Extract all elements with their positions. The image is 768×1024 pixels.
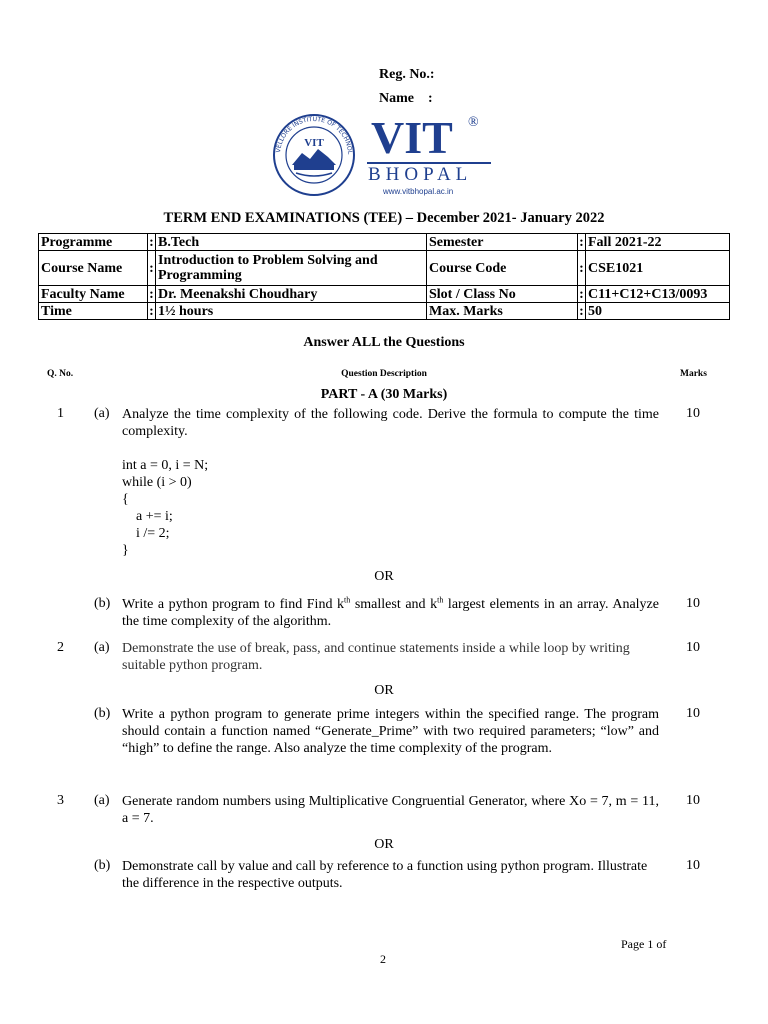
q3b-marks: 10 [686, 858, 700, 873]
page-number: Page 1 of [621, 937, 667, 951]
q2-number: 2 [57, 640, 64, 655]
colon: : [148, 251, 156, 286]
semester-value: Fall 2021-22 [586, 234, 730, 251]
page-total: 2 [380, 952, 386, 966]
q1a-label: (a) [94, 406, 110, 421]
code-line: while (i > 0) [122, 475, 192, 490]
table-row [39, 234, 730, 251]
q1a-marks: 10 [686, 406, 700, 421]
colon: : [578, 251, 586, 286]
q3b-text: Demonstrate call by value and call by reference to a function using python program. Illustrate the difference in the respective outputs. [122, 859, 648, 891]
instruction: Answer ALL the Questions [303, 335, 465, 350]
q3b-label: (b) [94, 858, 111, 873]
q2a-text: Demonstrate the use of break, pass, and continue statements inside a while loop by writing suitable python program. [122, 641, 630, 673]
svg-text:VIT: VIT [304, 137, 324, 149]
faculty-name-value: Dr. Meenakshi Choudhary [156, 286, 427, 303]
q3a-label: (a) [94, 793, 110, 808]
bhopal-text: BHOPAL [368, 164, 473, 185]
column-qno: Q. No. [47, 369, 74, 379]
column-description: Question Description [341, 369, 427, 379]
q3-number: 3 [57, 793, 64, 808]
name-label: Name : [379, 91, 433, 106]
code-line: int a = 0, i = N; [122, 458, 209, 473]
programme-label: Programme [39, 234, 148, 251]
svg-text:VELLORE INSTITUTE OF TECHNOLOG: VELLORE INSTITUTE OF TECHNOL [275, 115, 354, 155]
slot-value: C11+C12+C13/0093 [586, 286, 730, 303]
time-label: Time [39, 303, 148, 320]
code-line: i /= 2; [122, 526, 170, 541]
q3a-marks: 10 [686, 793, 700, 808]
q1a-text: Analyze the time complexity of the following code. Derive the formula to compute the time complexity. [122, 407, 659, 439]
course-code-value: CSE1021 [586, 251, 730, 286]
colon: : [579, 286, 584, 302]
q1b-label: (b) [94, 596, 111, 611]
registered-mark: ® [468, 115, 479, 130]
or-separator: OR [374, 683, 394, 698]
code-line: a += i; [122, 509, 173, 524]
q2b-text: Write a python program to generate prime integers within the specified range. The program should contain a function named “Generate_Prime” with two required parameters; “low” and “high” to define the range. Also analyze the time complexity of the program. [122, 707, 659, 756]
code-line: } [122, 543, 129, 558]
table-row [39, 251, 730, 286]
colon: : [149, 234, 154, 250]
logo-url: www.vitbhopal.ac.in [383, 187, 454, 196]
code-line: { [122, 492, 129, 507]
max-marks-value: 50 [586, 303, 730, 320]
colon: : [579, 234, 584, 250]
slot-label: Slot / Class No [427, 286, 578, 303]
q2a-label: (a) [94, 640, 110, 655]
colon: : [149, 286, 154, 302]
colon: : [149, 303, 154, 319]
faculty-name-label: Faculty Name [39, 286, 148, 303]
programme-value: B.Tech [156, 234, 427, 251]
course-name-value: Introduction to Problem Solving and Programming [156, 251, 427, 286]
max-marks-label: Max. Marks [427, 303, 578, 320]
semester-label: Semester [427, 234, 578, 251]
part-a-heading: PART - A (30 Marks) [320, 387, 448, 402]
q2a-marks: 10 [686, 640, 700, 655]
reg-no-label: Reg. No.: [379, 67, 435, 82]
q1a-code-block [122, 457, 208, 559]
column-marks: Marks [680, 369, 707, 379]
course-info-table [38, 233, 730, 320]
or-separator: OR [374, 837, 394, 852]
table-row [39, 303, 730, 320]
course-code-label: Course Code [427, 251, 578, 286]
colon: : [579, 303, 584, 319]
or-separator: OR [374, 569, 394, 584]
q2b-marks: 10 [686, 706, 700, 721]
time-value: 1½ hours [156, 303, 427, 320]
q1-number: 1 [57, 406, 64, 421]
q2b-label: (b) [94, 706, 111, 721]
q1b-marks: 10 [686, 596, 700, 611]
q1b-text: Write a python program to find Find $k^{th}$ smallest and $k^{th}$ largest elements in an array. Analyze the time complexity of the algorithm. [122, 595, 659, 629]
exam-title: TERM END EXAMINATIONS (TEE) – December 2021- January 2022 [163, 210, 605, 226]
table-row [39, 286, 730, 303]
vit-brand: VIT [371, 112, 453, 163]
course-name-label: Course Name [39, 251, 148, 286]
q3a-text: Generate random numbers using Multiplicative Congruential Generator, where Xo = 7, m = 11, a = 7. [122, 794, 659, 826]
